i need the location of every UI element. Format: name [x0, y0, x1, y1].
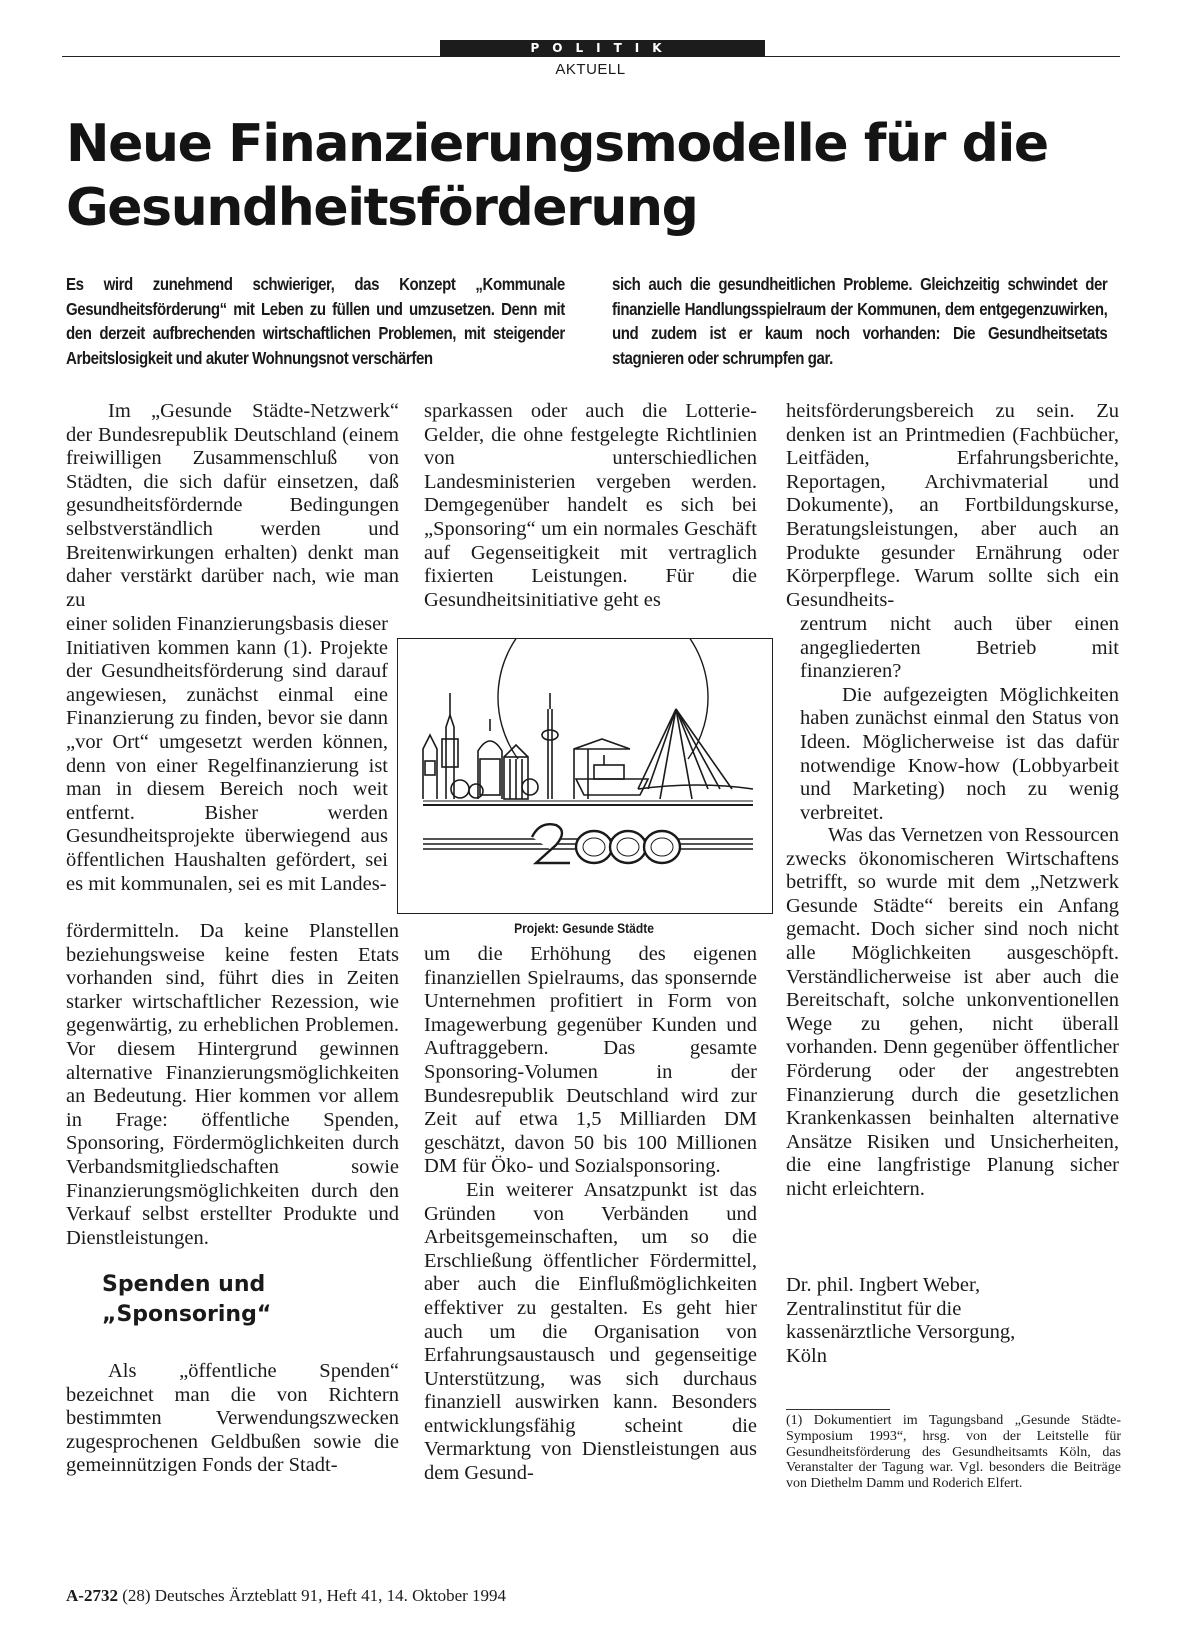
footnote: (1) Dokumentiert im Tagungsband „Gesunde Städte-Symposium 1993“, hrsg. von der Leitstelle für Gesundheitsförderung des Gesundheitsamts Köln, das Veranstalter der Tagung war. Vgl. besonders die Beiträge von Diethelm Damm und Roderich Elfert. [786, 1413, 1121, 1492]
figure-caption: Projekt: Gesunde Städte [514, 920, 654, 936]
body-col1-part3 [66, 920, 399, 1250]
paragraph: heitsförderungsbereich zu sein. Zu denken ist an Printmedien (Fachbücher, Leitfäden, Erfahrungsberichte, Reportagen, Archivmaterial und Dokumente), an Fortbildungskurse, Beratungsleistungen, aber auch an Produkte gesunder Ernährung oder Körperpflege. Warum sollte sich ein Gesundheits- [786, 400, 1119, 611]
author-block [786, 1274, 1119, 1368]
paragraph: fördermitteln. Da keine Planstellen beziehungsweise keine festen Etats vorhanden sind, führt dies in Zeiten starker wirtschaftlicher Rezession, wie gegenwärtig, zu erheblichen Problemen. Vor diesem Hintergrund gewinnen alternative Finanzierungsmöglichkeiten an Bedeutung. Hier kommen vor allem in Frage: öffentliche Spenden, Sponsoring, Fördermöglichkeiten durch Verbandsmitgliedschaften sowie Finanzierungsmöglichkeiten durch den Verkauf selbst erstellter Produkte und Dienstleistungen. [66, 920, 399, 1249]
paragraph: Was das Vernetzen von Ressourcen zwecks ökonomischeren Wirtschaftens betrifft, so wurde mit dem „Netzwerk Gesunde Städte“ bereits ein Anfang gemacht. Doch sicher sind noch nicht alle Möglichkeiten ausgeschöpft. Verständlicherweise ist aber auch die Bereitschaft, solche unkonventionellen Wege zu gehen, nicht überall vorhanden. Denn gegenüber öffentlicher Förderung oder der angestrebten Finanzierung durch die gesetzlichen Krankenkassen beinhalten alternative Ansätze Risiken und Unsicherheiten, die eine langfristige Planung sicher nicht erleichtern. [786, 824, 1119, 1200]
figure-gesunde-staedte [397, 638, 773, 914]
body-col3-part3 [786, 824, 1119, 1202]
author-city: Köln [786, 1344, 827, 1367]
body-col2-part2 [424, 943, 757, 1486]
subheading: Spenden und „Sponsoring“ [102, 1272, 272, 1327]
paragraph: sparkassen oder auch die Lotterie-Gelder, die ohne festgelegte Richtlinien von unterschiedlichen Landesministerien vergeben werden. Demgegenüber handelt es sich bei „Sponsoring“ um ein normales Geschäft auf Gegenseitigkeit mit vertraglich fixierten Leistungen. Für die Gesundheitsinitiative geht es [424, 400, 757, 611]
paragraph: um die Erhöhung des eigenen finanziellen Spielraums, das sponsernde Unternehmen profitiert in Form von Imagewerbung gegenüber Kunden und Auftraggebern. Das gesamte Sponsoring-Volumen in der Bundesrepublik Deutschland wird zur Zeit auf etwa 1,5 Milliarden DM geschätzt, davon 50 bis 100 Millionen DM für Öko- und Sozialsponsoring. [424, 943, 757, 1178]
body-col3-part2 [800, 613, 1119, 825]
footnote-rule [786, 1409, 890, 1410]
paragraph: Im „Gesunde Städte-Netzwerk“ der Bundesrepublik Deutschland (einem freiwilligen Zusammenschluß von Städten, die sich dafür einsetzen, daß gesundheitsfördernde Bedingungen selbstverständlich werden und Breitenwirkungen erhalten) denkt man daher verstärkt darüber nach, wie man zu [66, 400, 399, 611]
body-col1-part4 [66, 1360, 399, 1478]
article-title: Neue Finanzierungsmodelle für die Gesundheitsförderung [66, 114, 1048, 238]
author-institute: Zentralinstitut für die [786, 1297, 962, 1320]
skyline-illustration [398, 639, 772, 913]
page-footer [66, 1586, 506, 1606]
paragraph: Ein weiterer Ansatzpunkt ist das Gründen von Verbänden und Arbeitsgemeinschaften, um so die Erschließung öffentlicher Fördermittel, aber auch die Einflußmöglichkeiten effektiver zu gestalten. Es geht hier auch um die Organisation von Erfahrungsaustausch und gegenseitige Unterstützung, was sich durchaus finanziell auswirken kann. Besonders entwicklungsfähig scheint die Vermarktung von Dienstleistungen aus dem Gesund- [424, 1178, 757, 1485]
paragraph: zentrum nicht auch über einen angegliederten Betrieb mit finanzieren? [800, 613, 1119, 683]
subsection-label: AKTUELL [555, 61, 626, 78]
paragraph: Die aufgezeigten Möglichkeiten haben zunächst einmal den Status von Ideen. Möglicherweise ist das dafür notwendige Know-how (Lobbyarbeit und Marketing) noch zu wenig verbreitet. [800, 683, 1119, 824]
body-col1-part2 [66, 613, 388, 896]
author-name: Dr. phil. Ingbert Weber, [786, 1274, 981, 1296]
lead-right: sich auch die gesundheitlichen Probleme. Gleichzeitig schwindet der finanzielle Handlungsspielraum der Kommunen, dem entgegenzuwirken, und zudem ist er kaum noch vorhanden: Die Gesundheitsetats stagnieren oder schrumpfen gar. [612, 274, 1108, 368]
lead-left: Es wird zunehmend schwieriger, das Konzept „Kommunale Gesundheitsförderung“ mit Leben zu füllen und umzusetzen. Denn mit den derzeit aufbrechenden wirtschaftlichen Problemen, mit steigender Arbeitslosigkeit und akuter Wohnungsnot verschärfen [66, 274, 565, 368]
body-col1-part1 [66, 400, 399, 612]
body-col2-part1 [424, 400, 757, 612]
section-label: POLITIK [440, 40, 765, 57]
journal-citation: (28) Deutsches Ärzteblatt 91, Heft 41, 14. Oktober 1994 [122, 1586, 507, 1605]
paragraph: einer soliden Finanzierungsbasis dieser Initiativen kommen kann (1). Projekte der Gesundheitsförderung sind darauf angewiesen, zunächst einmal eine Finanzierung zu finden, bevor sie dann „vor Ort“ umgesetzt werden können, denn von einer Regelfinanzierung ist man in diesem Bereich noch weit entfernt. Bisher werden Gesundheitsprojekte überwiegend aus öffentlichen Haushalten gefördert, sei es mit kommunalen, sei es mit Landes- [66, 613, 388, 895]
paragraph: Als „öffentliche Spenden“ bezeichnet man die von Richtern bestimmten Verwendungszwecken zugesprochenen Geldbußen sowie die gemeinnützigen Fonds der Stadt- [66, 1360, 399, 1477]
author-institute-2: kassenärztliche Versorgung, [786, 1321, 1016, 1344]
page-code: A-2732 [66, 1586, 118, 1605]
body-col3-part1 [786, 400, 1119, 612]
